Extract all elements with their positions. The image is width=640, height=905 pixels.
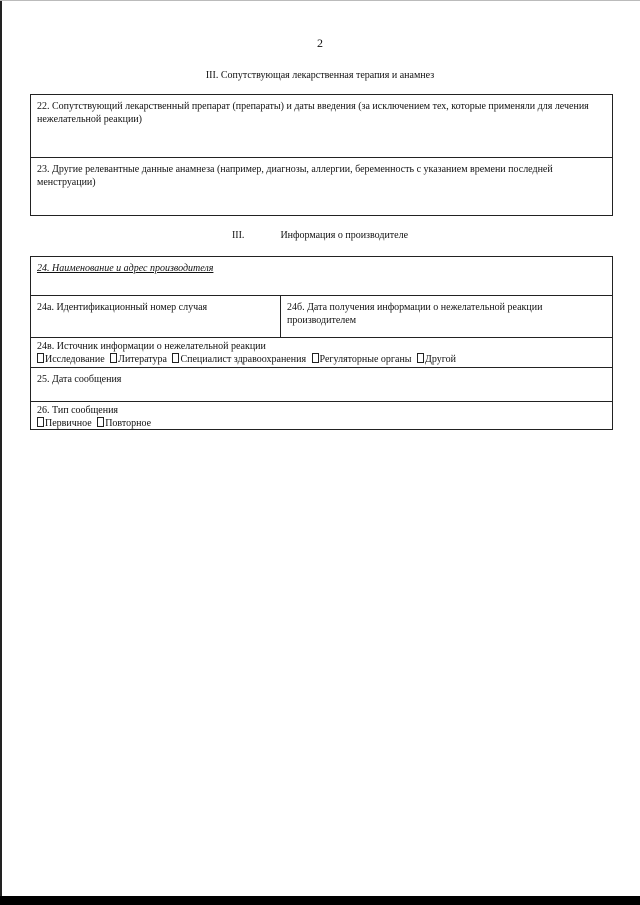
field-25-report-date[interactable] bbox=[31, 368, 612, 402]
option-research[interactable] bbox=[37, 354, 105, 365]
field-24a-24b-row bbox=[31, 296, 612, 338]
checkbox-icon[interactable] bbox=[312, 353, 319, 363]
concomitant-therapy-table bbox=[30, 94, 613, 216]
checkbox-icon[interactable] bbox=[97, 417, 104, 427]
option-other-label: Другой bbox=[425, 354, 456, 365]
field-22-label: 22. Сопутствующий лекарственный препарат (препараты) и даты введения (за исключением тех, которые применяли для лечения нежелательной реакции) bbox=[37, 101, 589, 125]
field-23-anamnesis[interactable] bbox=[31, 158, 612, 215]
option-initial[interactable] bbox=[37, 418, 92, 429]
field-24b-receipt-date[interactable] bbox=[281, 296, 612, 337]
field-26-report-type bbox=[31, 402, 612, 431]
checkbox-icon[interactable] bbox=[37, 353, 44, 363]
option-literature-label: Литература bbox=[118, 354, 167, 365]
option-follow-up[interactable] bbox=[97, 418, 151, 429]
field-26-label: 26. Тип сообщения bbox=[37, 405, 119, 416]
option-research-label: Исследование bbox=[45, 354, 105, 365]
checkbox-icon[interactable] bbox=[172, 353, 179, 363]
option-other[interactable] bbox=[417, 354, 456, 365]
section-manufacturer-label: Информация о производителе bbox=[280, 230, 409, 241]
section-roman-numeral: III. bbox=[231, 230, 245, 241]
option-regulatory-authorities-label: Регуляторные органы bbox=[319, 354, 412, 365]
option-initial-label: Первичное bbox=[45, 418, 92, 429]
option-healthcare-professional-label: Специалист здравоохранения bbox=[180, 354, 307, 365]
option-follow-up-label: Повторное bbox=[105, 418, 152, 429]
option-regulatory-authorities[interactable] bbox=[312, 354, 412, 365]
page-number: 2 bbox=[317, 36, 323, 50]
field-23-label: 23. Другие релевантные данные анамнеза (например, диагнозы, аллергии, беременность с указанием времени последней менструации) bbox=[37, 164, 553, 188]
checkbox-icon[interactable] bbox=[417, 353, 424, 363]
page-edge-top bbox=[0, 0, 640, 1]
option-literature[interactable] bbox=[110, 354, 167, 365]
checkbox-icon[interactable] bbox=[37, 417, 44, 427]
field-24v-information-source bbox=[31, 338, 612, 368]
page-edge-bottom bbox=[0, 896, 640, 905]
field-24a-case-id[interactable] bbox=[31, 296, 281, 337]
field-24a-label: 24а. Идентификационный номер случая bbox=[37, 302, 208, 313]
section-title-manufacturer bbox=[0, 230, 640, 241]
section-title-concomitant-therapy: III. Сопутствующая лекарственная терапия и анамнез bbox=[205, 70, 435, 81]
field-22-concomitant-drugs[interactable] bbox=[31, 95, 612, 158]
option-healthcare-professional[interactable] bbox=[172, 354, 306, 365]
field-26-options bbox=[37, 417, 606, 430]
field-24v-options bbox=[37, 353, 606, 366]
field-25-label: 25. Дата сообщения bbox=[37, 374, 122, 385]
page-edge-left bbox=[0, 0, 2, 905]
manufacturer-info-table bbox=[30, 256, 613, 430]
field-24-manufacturer-name-address[interactable] bbox=[31, 257, 612, 296]
field-24b-label: 24б. Дата получения информации о нежелательной реакции производителем bbox=[287, 302, 543, 326]
field-24v-label: 24в. Источник информации о нежелательной реакции bbox=[37, 341, 266, 352]
checkbox-icon[interactable] bbox=[110, 353, 117, 363]
field-24-label: 24. Наименование и адрес производителя bbox=[37, 263, 214, 274]
